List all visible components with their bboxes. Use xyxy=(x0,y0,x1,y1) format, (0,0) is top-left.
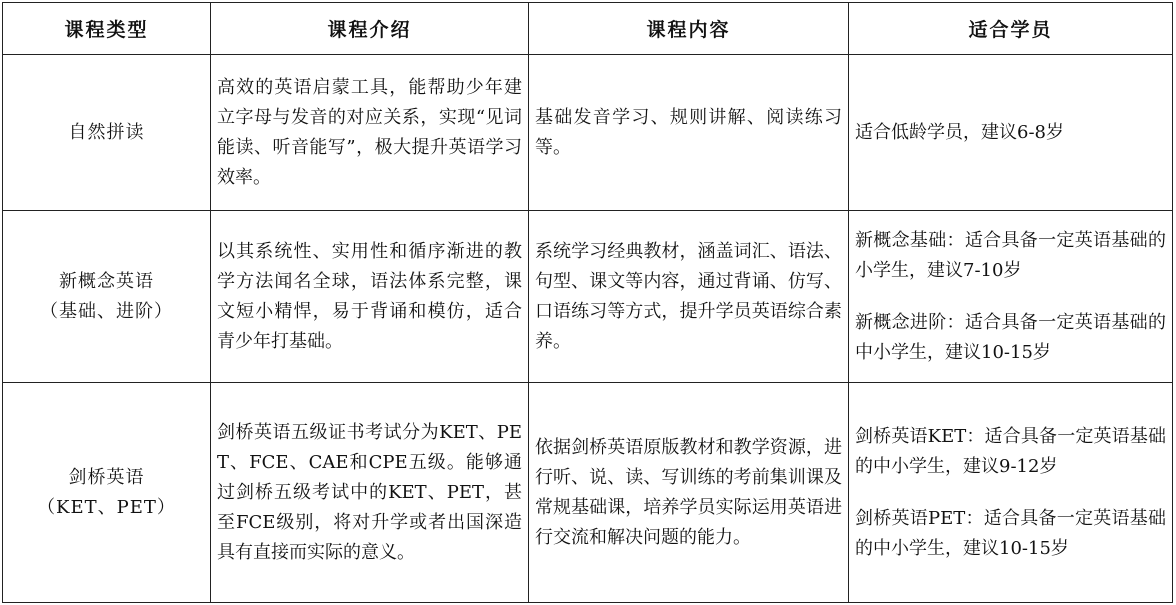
course-content-text: 系统学习经典教材，涵盖词汇、语法、句型、课文等内容，通过背诵、仿写、口语练习等方式，提升学员英语综合素养。 xyxy=(535,240,842,352)
header-course-type: 课程类型 xyxy=(3,3,211,55)
header-course-intro: 课程介绍 xyxy=(211,3,529,55)
target-students-cell xyxy=(849,211,1173,383)
course-type-cell xyxy=(3,55,211,211)
course-table xyxy=(2,2,1173,603)
table-header-row xyxy=(3,3,1173,55)
course-content-text: 基础发音学习、规则讲解、阅读练习等。 xyxy=(535,106,842,158)
target-students-text: 新概念进阶：适合具备一定英语基础的中小学生，建议10-15岁 xyxy=(855,311,1166,363)
course-type-name: 剑桥英语 xyxy=(68,466,145,488)
course-content-cell xyxy=(529,211,849,383)
target-students-cell xyxy=(849,383,1173,603)
course-type-cell xyxy=(3,383,211,603)
target-students-text: 剑桥英语PET：适合具备一定英语基础的中小学生，建议10-15岁 xyxy=(855,507,1166,559)
target-students-text: 新概念基础：适合具备一定英语基础的小学生，建议7-10岁 xyxy=(855,229,1166,281)
course-type-name: 新概念英语 xyxy=(59,270,154,292)
course-intro-text: 剑桥英语五级证书考试分为KET、PET、FCE、CAE和CPE五级。能够通过剑桥五级考试中的KET、PET，甚至FCE级别，将对升学或者出国深造具有直接而实际的意义。 xyxy=(217,421,522,563)
header-course-content: 课程内容 xyxy=(529,3,849,55)
course-intro-cell xyxy=(211,55,529,211)
course-intro-cell xyxy=(211,383,529,603)
target-students-cell xyxy=(849,55,1173,211)
course-type-name: 自然拼读 xyxy=(68,121,145,143)
course-type-cell xyxy=(3,211,211,383)
course-type-subtitle: （基础、进阶） xyxy=(40,300,173,322)
course-content-text: 依据剑桥英语原版教材和教学资源，进行听、说、读、写训练的考前集训课及常规基础课，培养学员实际运用英语进行交流和解决问题的能力。 xyxy=(535,436,842,548)
table-row xyxy=(3,383,1173,603)
target-students-text: 适合低龄学员，建议6-8岁 xyxy=(855,121,1064,143)
header-target-students: 适合学员 xyxy=(849,3,1173,55)
course-content-cell xyxy=(529,383,849,603)
course-intro-text: 以其系统性、实用性和循序渐进的教学方法闻名全球，语法体系完整，课文短小精悍，易于背诵和模仿，适合青少年打基础。 xyxy=(217,240,522,352)
table-row xyxy=(3,55,1173,211)
table-row xyxy=(3,211,1173,383)
target-students-text: 剑桥英语KET：适合具备一定英语基础的中小学生，建议9-12岁 xyxy=(855,425,1166,477)
course-type-subtitle: （KET、PET） xyxy=(37,496,176,518)
course-content-cell xyxy=(529,55,849,211)
course-intro-text: 高效的英语启蒙工具，能帮助少年建立字母与发音的对应关系，实现“见词能读、听音能写”，极大提升英语学习效率。 xyxy=(217,76,522,188)
course-intro-cell xyxy=(211,211,529,383)
